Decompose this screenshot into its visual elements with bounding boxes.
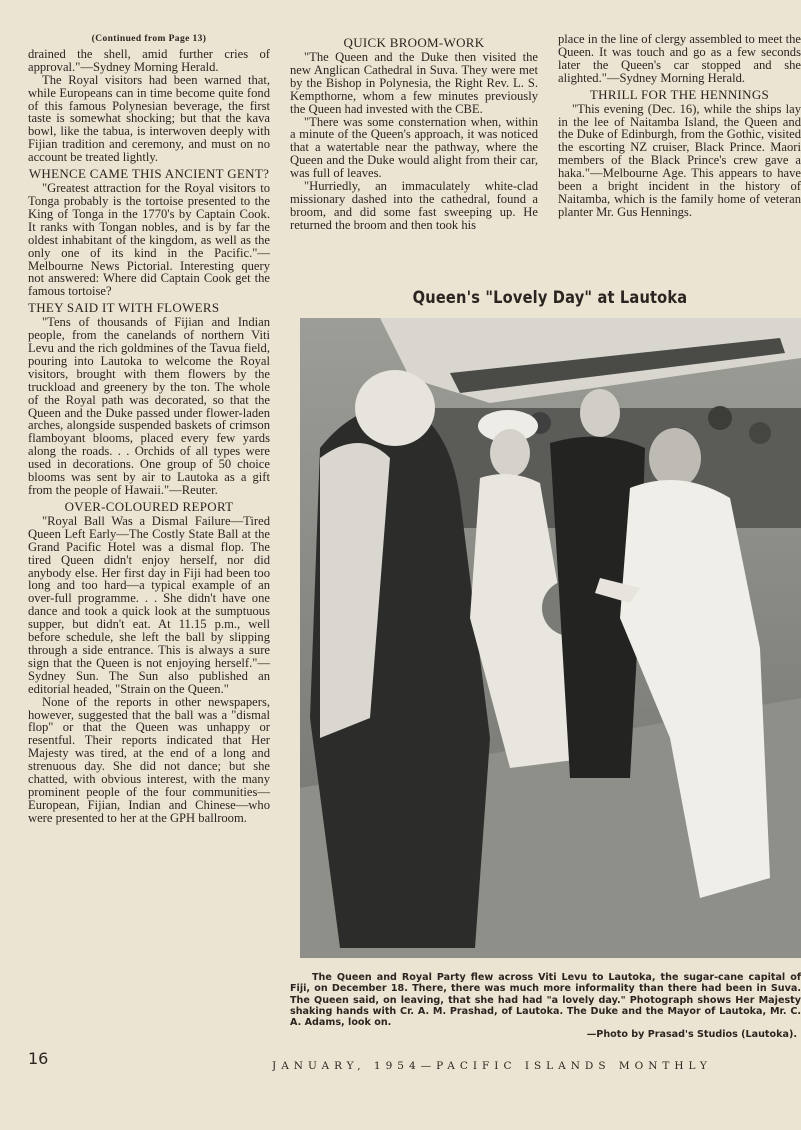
section-heading: THEY SAID IT WITH FLOWERS bbox=[28, 300, 220, 316]
page-number: 16 bbox=[28, 1049, 49, 1068]
paragraph: "There was some consternation when, within a minute of the Queen's approach, it was noticed that a watertable near the pathway, where the Queen and the Duke would alight from their car, was full of leaves. bbox=[290, 114, 538, 181]
paragraph: drained the shell, amid further cries of approval."—Sydney Morning Herald. bbox=[28, 46, 270, 74]
paragraph: None of the reports in other newspapers, however, suggested that the ball was a "dismal flop" or that the Queen was unhappy or resentful. Their reports indicated that Her Majesty was tired, at the end of a long and strenuous day. She did not dance; but she chatted, with obvious interest, with the many prominent people of the four communities—European, Fijian, Indian and Chinese—who were presented to her at the GPH ballroom. bbox=[28, 694, 270, 825]
photo-illustration bbox=[300, 318, 801, 958]
photo-caption bbox=[290, 972, 801, 1041]
article-column-1 bbox=[28, 33, 270, 825]
photo-credit: —Photo by Prasad's Studios (Lautoka). bbox=[586, 1029, 797, 1041]
news-photograph bbox=[300, 318, 801, 958]
caption-text: The Queen and Royal Party flew across Viti Levu to Lautoka, the sugar-cane capital of Fiji, on December 18. There, there was much more informality than there had been in Suva. The Queen said, on leaving, that she had had "a lovely day." Photograph shows Her Majesty shaking hands with Cr. A. M. Prashad, of Lautoka. The Duke and the Mayor of Lautoka, Mr. C. A. Adams, look on. bbox=[290, 972, 801, 1029]
paragraph: "Greatest attraction for the Royal visitors to Tonga probably is the tortoise presented to the King of Tonga in the 1770's by Captain Cook. It ranks with Tongan nobles, and is by far the oldest inhabitant of the kingdom, as well as the only one of its kind in the Pacific."—Melbourne News Pictorial. Interesting query not answered: Where did Captain Cook get the famous tortoise? bbox=[28, 181, 270, 299]
paragraph: "Royal Ball Was a Dismal Failure—Tired Queen Left Early—The Costly State Ball at the Grand Pacific Hotel was a dismal flop. The tired Queen didn't enjoy herself, nor did anybody else. Her first day in Fiji had been too long and too hard—a typical example of an over-full programme. . . She didn't have one dance and took a quick look at the sumptuous supper, but didn't eat. At 11.15 p.m., well before schedule, she left the ball by slipping through a side entrance. This is always a sure sign that the Queen is not enjoying herself."—Sydney Sun. The Sun also published an editorial headed, "Strain on the Queen." bbox=[28, 513, 270, 696]
paragraph: The Royal visitors had been warned that, while Europeans can in time become quite fond of this famous Polynesian beverage, the first taste is somewhat shocking; but that the kava bowl, like the tabua, is interwoven deeply with Fijian tradition and ceremony, and must on no account be treated lightly. bbox=[28, 72, 270, 165]
page-footer: JANUARY, 1954—PACIFIC ISLANDS MONTHLY bbox=[272, 1060, 712, 1072]
section-heading: WHENCE CAME THIS ANCIENT GENT? bbox=[28, 166, 270, 182]
photo-heading: Queen's "Lovely Day" at Lautoka bbox=[412, 288, 688, 308]
paragraph: "Hurriedly, an immaculately white-clad missionary dashed into the cathedral, found a broom, and did some fast sweeping up. He returned the broom and then took his bbox=[290, 179, 538, 232]
article-column-3 bbox=[558, 33, 801, 219]
paragraph: "Tens of thousands of Fijian and Indian people, from the canelands of northern Viti Levu and the rich goldmines of the Tavua field, pouring into Lautoka to welcome the Royal visitors, brought with them flowers by the truckload and greenery by the ton. The whole of the Royal path was decorated, so that the Queen and the Duke passed under flower-laden arches, alongside suspended baskets of crimson flamboyant blooms, placed every few yards along the roads. . . Orchids of all types were used in decorations. One group of 50 choice blooms was sent by air to Lautoka as a gift from the people of Hawaii."—Reuter. bbox=[28, 315, 270, 497]
section-heading: QUICK BROOM-WORK bbox=[343, 35, 485, 50]
section-heading: OVER-COLOURED REPORT bbox=[64, 498, 234, 514]
paragraph: place in the line of clergy assembled to meet the Queen. It was touch and go as a few seconds later the Queen's car stopped and she alighted."—Sydney Morning Herald. bbox=[558, 32, 801, 85]
paragraph: "The Queen and the Duke then visited the new Anglican Cathedral in Suva. They were met by the Bishop in Polynesia, the Right Rev. L. S. Kempthorne, whom a few minutes previously the Queen had invested with the CBE. bbox=[290, 50, 538, 116]
continued-note: (Continued from Page 13) bbox=[91, 34, 207, 44]
paragraph: "This evening (Dec. 16), while the ships lay in the lee of Naitamba Island, the Queen and the Duke of Edinburgh, from the Gothic, visited the escorting NZ cruiser, Black Prince. Maori members of the Black Prince's crew gave a haka."—Melbourne Age. This appears to have been a bright incident in the history of Naitamba, which is the family home of veteran planter Mr. Gus Hennings. bbox=[558, 101, 801, 219]
section-heading: THRILL FOR THE HENNINGS bbox=[589, 86, 770, 102]
article-column-2 bbox=[290, 33, 538, 232]
